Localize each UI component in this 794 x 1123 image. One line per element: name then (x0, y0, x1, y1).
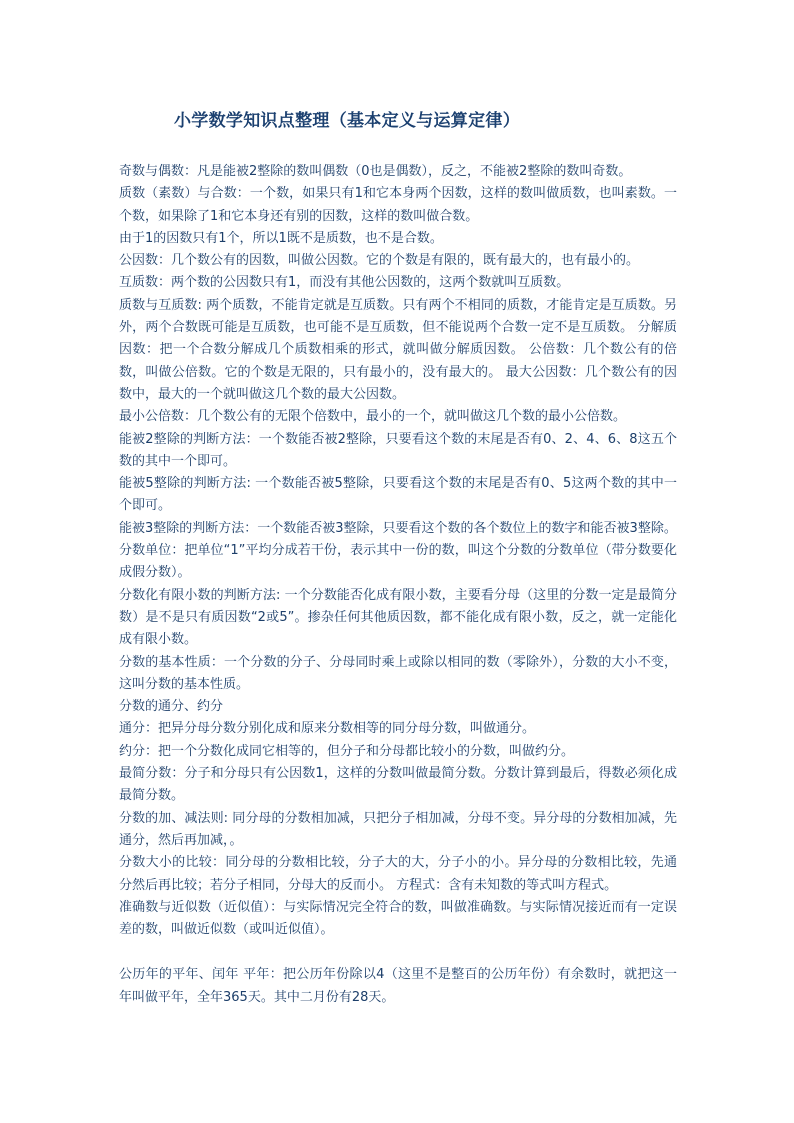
paragraph-one-note: 由于1的因数只有1个，所以1既不是质数，也不是合数。 (119, 230, 443, 246)
paragraph-simplest-fraction: 最简分数：分子和分母只有公因数1，这样的分数叫做最简分数。分数计算到最后，得数必须化成最简分数。 (119, 766, 677, 804)
paragraph-prime-vs-coprime: 质数与互质数: 两个质数，不能肯定就是互质数。只有两个不相同的质数，才能肯定是互质数。另外，两个合数既可能是互质数，也可能不是互质数，但不能说两个合数一定不是互质数。 分解质因数：把一个合数分解成几个质数相乘的形式，就叫做分解质因数。 公倍数：几个数公有的倍数，叫做公倍数。它的个数是无限的，只有最小的，没有最大的。 最大公因数：几个数公有的因数中，最大的一个就叫做这几个数的最大公因数。 (119, 297, 677, 402)
paragraph-odd-even: 奇数与偶数：凡是能被2整除的数叫偶数（0也是偶数），反之，不能被2整除的数叫奇数。 (119, 164, 632, 179)
document-body (119, 161, 677, 1009)
paragraph-leap-year: 公历年的平年、闰年 平年：把公历年份除以4（这里不是整百的公历年份）有余数时，就把这一年叫做平年，全年365天。其中二月份有28天。 (119, 967, 677, 1005)
paragraph-fraction-unit: 分数单位：把单位“1”平均分成若干份，表示其中一份的数，叫这个分数的分数单位（带分数要化成假分数）。 (119, 543, 677, 581)
paragraph-common-factor: 公因数：几个数公有的因数，叫做公因数。它的个数是有限的，既有最大的，也有最小的。 (119, 253, 640, 269)
document-title: 小学数学知识点整理（基本定义与运算定律） (174, 111, 520, 131)
paragraph-div-by-2: 能被2整除的判断方法：一个数能否被2整除，只要看这个数的末尾是否有0、2、4、6、8这五个数的其中一个即可。 (119, 431, 677, 469)
paragraph-div-by-3: 能被3整除的判断方法：一个数能否被3整除，只要看这个数的各个数位上的数字和能否被3整除。 (119, 520, 677, 536)
paragraph-common-denominator: 通分：把异分母分数分别化成和原来分数相等的同分母分数，叫做通分。 (119, 721, 536, 737)
paragraph-fraction-to-decimal: 分数化有限小数的判断方法: 一个分数能否化成有限小数，主要看分母（这里的分数一定是最简分数）是不是只有质因数“2或5”。掺杂任何其他质因数，都不能化成有限小数，反之，就一定能化成有限小数。 (119, 587, 677, 648)
paragraph-fraction-property: 分数的基本性质：一个分数的分子、分母同时乘上或除以相同的数（零除外），分数的大小不变，这叫分数的基本性质。 (119, 654, 677, 692)
paragraph-coprime: 互质数：两个数的公因数只有1，而没有其他公因数的，这两个数就叫互质数。 (119, 275, 570, 291)
paragraph-reduction: 约分：把一个分数化成同它相等的，但分子和分母都比较小的分数，叫做约分。 (119, 743, 575, 759)
paragraph-fraction-compare: 分数大小的比较：同分母的分数相比较，分子大的大，分子小的小。异分母的分数相比较，先通分然后再比较；若分子相同，分母大的反而小。 方程式：含有未知数的等式叫方程式。 (119, 855, 677, 893)
paragraph-div-by-5: 能被5整除的判断方法: 一个数能否被5整除，只要看这个数的末尾是否有0、5这两个数的其中一个即可。 (119, 476, 677, 514)
paragraph-prime-composite: 质数（素数）与合数：一个数，如果只有1和它本身两个因数，这样的数叫做质数，也叫素数。一个数，如果除了1和它本身还有别的因数，这样的数叫做合数。 (119, 186, 677, 224)
paragraph-reduce-heading: 分数的通分、约分 (119, 699, 224, 715)
paragraph-fraction-add-subtract: 分数的加、减法则: 同分母的分数相加减，只把分子相加减，分母不变。异分母的分数相加减，先通分，然后再加减，。 (119, 810, 677, 848)
paragraph-exact-approximate: 准确数与近似数（近似值）：与实际情况完全符合的数，叫做准确数。与实际情况接近而有一定误差的数，叫做近似数（或叫近似值）。 (119, 899, 677, 938)
paragraph-lcm: 最小公倍数：几个数公有的无限个倍数中，最小的一个，就叫做这几个数的最小公倍数。 (119, 409, 627, 425)
paragraph-gap (119, 941, 677, 964)
